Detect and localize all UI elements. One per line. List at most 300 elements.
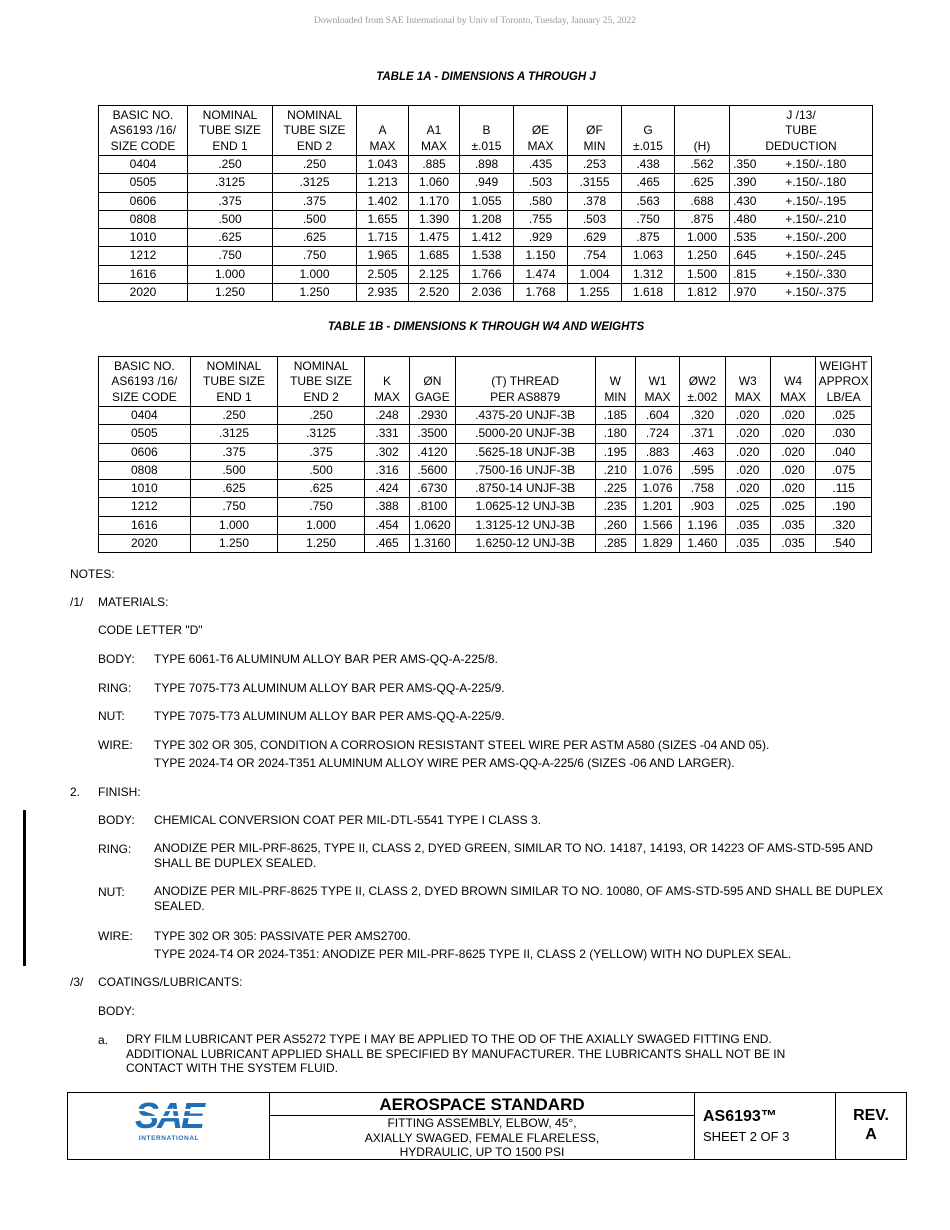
- column-header-line: (H): [693, 138, 711, 153]
- table-cell: .883: [635, 443, 679, 461]
- column-header-line: NOMINAL: [202, 107, 258, 122]
- table-cell: .020: [770, 443, 815, 461]
- table-cell: 1.150: [514, 247, 568, 265]
- table-cell: 1010: [99, 229, 188, 247]
- column-header: [622, 106, 675, 156]
- table-cell: 1.250: [190, 535, 278, 553]
- table-1a: [98, 105, 873, 302]
- table-cell: .020: [725, 461, 770, 479]
- table-cell: .040: [816, 443, 872, 461]
- coating-item-a-label: a.: [98, 1033, 109, 1047]
- table-cell: 1010: [99, 480, 191, 498]
- sae-logo: [68, 1093, 269, 1159]
- table-cell: .190: [816, 498, 872, 516]
- column-header-line: G: [643, 123, 653, 137]
- table-cell: 1.965: [357, 247, 409, 265]
- table-cell: 1.250: [188, 284, 273, 302]
- table-cell: .750: [278, 498, 365, 516]
- table-cell: .5625-18 UNJF-3B: [455, 443, 595, 461]
- table-cell: 1.685: [409, 247, 460, 265]
- table-cell: .316: [364, 461, 409, 479]
- table-cell: .3155: [568, 174, 622, 192]
- column-header-line: MAX: [420, 138, 447, 153]
- table-cell: .035: [725, 535, 770, 553]
- table-cell: .580: [514, 192, 568, 210]
- table-cell: .563: [622, 192, 675, 210]
- table-cell: 1.000: [190, 516, 278, 534]
- table-cell: .025: [725, 498, 770, 516]
- table-cell: .750: [273, 247, 357, 265]
- column-header-line: TUBE SIZE: [290, 374, 353, 388]
- column-header: [595, 357, 635, 407]
- logo-cell: [68, 1093, 270, 1159]
- table-cell: 1616: [99, 516, 191, 534]
- revision-cell: [836, 1093, 906, 1159]
- table-cell: .480: [730, 210, 760, 228]
- table-cell: 1.076: [635, 461, 679, 479]
- table-cell: .250: [273, 156, 357, 174]
- table-row: [99, 407, 872, 425]
- column-header-line: END 2: [303, 389, 339, 404]
- table-cell: .3125: [188, 174, 273, 192]
- table-cell: .350: [730, 156, 760, 174]
- table-cell: .595: [680, 461, 725, 479]
- table-cell: 1.3125-12 UNJ-3B: [455, 516, 595, 534]
- finish-wire-2: TYPE 2024-T4 OR 2024-T351: ANODIZE PER MIL-PRF-8625 TYPE II, CLASS 2 (YELLOW) WITH NO DUPLEX SEAL.: [154, 947, 792, 961]
- table-cell: .2930: [410, 407, 455, 425]
- table-cell: 1.3160: [410, 535, 455, 553]
- table-cell: .195: [595, 443, 635, 461]
- column-header-line: ±.015: [471, 138, 502, 153]
- column-header: [770, 357, 815, 407]
- column-header-line: A: [378, 123, 387, 137]
- finish-nut-label: NUT:: [98, 885, 125, 899]
- column-header: [675, 106, 730, 156]
- column-header-line: ØF: [586, 123, 603, 137]
- column-header-line: DEDUCTION: [765, 138, 837, 153]
- standard-description: [270, 1116, 694, 1160]
- column-header: [273, 106, 357, 156]
- material-nut: TYPE 7075-T73 ALUMINUM ALLOY BAR PER AMS-QQ-A-225/9.: [154, 709, 505, 723]
- table-cell: 1.768: [514, 284, 568, 302]
- column-header: [680, 357, 725, 407]
- table-cell: .180: [595, 425, 635, 443]
- table-cell: .115: [816, 480, 872, 498]
- table-cell: .758: [680, 480, 725, 498]
- column-header-line: MAX: [374, 389, 401, 404]
- table-cell: .250: [188, 156, 273, 174]
- table-cell: .885: [409, 156, 460, 174]
- material-ring: TYPE 7075-T73 ALUMINUM ALLOY BAR PER AMS-QQ-A-225/9.: [154, 681, 505, 695]
- table-cell: 0808: [99, 461, 191, 479]
- table-cell: .320: [680, 407, 725, 425]
- table-cell: 0505: [99, 174, 188, 192]
- description-line-1: FITTING ASSEMBLY, ELBOW, 45°,: [387, 1116, 577, 1130]
- table-cell: 1.566: [635, 516, 679, 534]
- table-cell: 1.618: [622, 284, 675, 302]
- column-header-line: SIZE CODE: [110, 138, 176, 153]
- table-cell: .424: [364, 480, 409, 498]
- table-cell: .320: [816, 516, 872, 534]
- column-header: [725, 357, 770, 407]
- table-cell: .463: [680, 443, 725, 461]
- table-cell: .750: [190, 498, 278, 516]
- material-ring-label: RING:: [98, 681, 132, 695]
- table-row: [99, 247, 873, 265]
- table-cell: .454: [364, 516, 409, 534]
- column-header-line: LB/EA: [826, 389, 861, 404]
- coating-item-a: DRY FILM LUBRICANT PER AS5272 TYPE I MAY BE APPLIED TO THE OD OF THE AXIALLY SWAGED FITTING END. ADDITIONAL LUBRICANT APPLIED SHALL BE SPECIFIED BY MANUFACTURER. THE LUBRICANTS SHALL NOT BE IN CONTACT WITH THE SYSTEM FLUID.: [126, 1032, 786, 1075]
- column-header-line: TUBE SIZE: [203, 374, 266, 388]
- table-cell: .020: [770, 407, 815, 425]
- table-cell: .4120: [410, 443, 455, 461]
- column-header-line: MIN: [583, 138, 606, 153]
- table-cell: .210: [595, 461, 635, 479]
- column-header-line: MAX: [369, 138, 396, 153]
- table-cell: 0505: [99, 425, 191, 443]
- table-cell: .750: [622, 210, 675, 228]
- column-header: [635, 357, 679, 407]
- column-header-line: TUBE SIZE: [198, 123, 261, 137]
- table-cell: 1.312: [622, 265, 675, 283]
- table-cell: .225: [595, 480, 635, 498]
- table-1b: [98, 356, 872, 553]
- column-header-line: AS6193 /16/: [109, 123, 177, 137]
- column-header: [188, 106, 273, 156]
- notes-heading: NOTES:: [70, 567, 115, 581]
- table-cell: .949: [460, 174, 514, 192]
- column-header-line: PER AS8879: [490, 389, 561, 404]
- table-cell: 1.060: [409, 174, 460, 192]
- table-cell: 1.255: [568, 284, 622, 302]
- table-cell: .3125: [190, 425, 278, 443]
- table-cell: .903: [680, 498, 725, 516]
- table-cell: .875: [675, 210, 730, 228]
- table-cell: .285: [595, 535, 635, 553]
- finish-nut: ANODIZE PER MIL-PRF-8625 TYPE II, CLASS 2, DYED BROWN SIMILAR TO NO. 10080, OF AMS-STD-595 AND SHALL BE DUPLEX SEALED.: [154, 884, 884, 913]
- table-row: [99, 284, 873, 302]
- table-cell: .020: [725, 425, 770, 443]
- document-number: AS6193™: [703, 1108, 777, 1125]
- column-header-line: B: [482, 123, 491, 137]
- table-cell: .500: [273, 210, 357, 228]
- table-cell: .375: [278, 443, 365, 461]
- table-cell: 1.000: [675, 229, 730, 247]
- table-cell: 1.076: [635, 480, 679, 498]
- table-cell: .6730: [410, 480, 455, 498]
- column-header-line: SIZE CODE: [112, 389, 177, 404]
- table-cell: .465: [622, 174, 675, 192]
- table-cell: 1.390: [409, 210, 460, 228]
- table-cell: .755: [514, 210, 568, 228]
- table-cell: 1.201: [635, 498, 679, 516]
- column-header: [364, 357, 409, 407]
- table-cell: .625: [190, 480, 278, 498]
- table-cell: .020: [725, 407, 770, 425]
- table-cell: 1.000: [273, 265, 357, 283]
- material-wire-1: TYPE 302 OR 305, CONDITION A CORROSION RESISTANT STEEL WIRE PER ASTM A580 (SIZES -04 AND 05).: [154, 738, 770, 752]
- table-row: [99, 480, 872, 498]
- material-body-label: BODY:: [98, 652, 135, 666]
- table-cell: .3500: [410, 425, 455, 443]
- table-cell: .253: [568, 156, 622, 174]
- table-cell: +.150/-.210: [760, 210, 873, 228]
- table-cell: 0404: [99, 407, 191, 425]
- column-header-line: GAGE: [415, 389, 450, 404]
- finish-body: CHEMICAL CONVERSION COAT PER MIL-DTL-5541 TYPE I CLASS 3.: [154, 813, 541, 827]
- title-block: [67, 1092, 907, 1160]
- table-cell: 2.935: [357, 284, 409, 302]
- note-1-number: /1/: [70, 595, 84, 609]
- table-cell: .435: [514, 156, 568, 174]
- table-cell: +.150/-.245: [760, 247, 873, 265]
- column-header-line: W1: [648, 374, 667, 388]
- table-cell: 1.0620: [410, 516, 455, 534]
- table-cell: 1.055: [460, 192, 514, 210]
- material-wire-2: TYPE 2024-T4 OR 2024-T351 ALUMINUM ALLOY WIRE PER AMS-QQ-A-225/6 (SIZES -06 AND LARGER).: [154, 756, 735, 770]
- material-body: TYPE 6061-T6 ALUMINUM ALLOY BAR PER AMS-QQ-A-225/8.: [154, 652, 498, 666]
- column-header-line: NOMINAL: [287, 107, 342, 122]
- column-header-line: END 2: [296, 138, 333, 153]
- column-header-line: NOMINAL: [293, 358, 349, 373]
- table-cell: 1.170: [409, 192, 460, 210]
- note-1-title: MATERIALS:: [98, 595, 169, 609]
- column-header-line: J /13/: [786, 107, 816, 122]
- column-header: [190, 357, 278, 407]
- table-cell: 2020: [99, 535, 191, 553]
- table-1b-title: TABLE 1B - DIMENSIONS K THROUGH W4 AND WEIGHTS: [327, 321, 645, 333]
- table-cell: .260: [595, 516, 635, 534]
- table-cell: 1.043: [357, 156, 409, 174]
- column-header-line: K: [383, 374, 392, 388]
- table-row: [99, 192, 873, 210]
- table-cell: 1.538: [460, 247, 514, 265]
- table-cell: 1.829: [635, 535, 679, 553]
- table-cell: +.150/-.180: [760, 174, 873, 192]
- table-cell: .970: [730, 284, 760, 302]
- column-header-line: ØE: [531, 123, 550, 137]
- table-cell: .331: [364, 425, 409, 443]
- table-cell: +.150/-.180: [760, 156, 873, 174]
- table-cell: .5600: [410, 461, 455, 479]
- table-cell: 1.460: [680, 535, 725, 553]
- table-cell: 1.208: [460, 210, 514, 228]
- table-cell: 2020: [99, 284, 188, 302]
- coating-body-label: BODY:: [98, 1004, 135, 1018]
- column-header-line: BASIC NO.: [114, 358, 175, 373]
- table-cell: 1212: [99, 498, 191, 516]
- description-line-3: HYDRAULIC, UP TO 1500 PSI: [399, 1145, 565, 1159]
- table-cell: .020: [725, 443, 770, 461]
- title-cell: [270, 1093, 695, 1159]
- column-header: [816, 357, 872, 407]
- table-cell: 0404: [99, 156, 188, 174]
- table-row: [99, 265, 873, 283]
- note-2-title: FINISH:: [98, 785, 141, 799]
- download-watermark: Downloaded from SAE International by Univ of Toronto, Tuesday, January 25, 2022: [313, 16, 637, 26]
- table-row: [99, 535, 872, 553]
- table-cell: 1.196: [680, 516, 725, 534]
- table-cell: .020: [770, 461, 815, 479]
- finish-wire-1: TYPE 302 OR 305: PASSIVATE PER AMS2700.: [154, 929, 411, 943]
- table-row: [99, 425, 872, 443]
- table-cell: 1212: [99, 247, 188, 265]
- table-cell: .929: [514, 229, 568, 247]
- table-1a-title: TABLE 1A - DIMENSIONS A THROUGH J: [376, 71, 596, 83]
- table-cell: .390: [730, 174, 760, 192]
- table-cell: .625: [675, 174, 730, 192]
- table-cell: 2.125: [409, 265, 460, 283]
- table-cell: 1.655: [357, 210, 409, 228]
- table-cell: .500: [278, 461, 365, 479]
- finish-ring: ANODIZE PER MIL-PRF-8625, TYPE II, CLASS 2, DYED GREEN, SIMILAR TO NO. 14187, 14193, OR 14223 OF AMS-STD-595 AND SHALL BE DUPLEX SEALED.: [154, 841, 873, 870]
- table-cell: .540: [816, 535, 872, 553]
- column-header-line: TUBE: [784, 123, 817, 137]
- revision-change-bar: [23, 810, 26, 966]
- table-cell: 1.715: [357, 229, 409, 247]
- table-cell: 1.766: [460, 265, 514, 283]
- table-cell: .035: [725, 516, 770, 534]
- table-cell: +.150/-.200: [760, 229, 873, 247]
- column-header-line: MAX: [734, 389, 761, 404]
- table-cell: .025: [816, 407, 872, 425]
- description-line-2: AXIALLY SWAGED, FEMALE FLARELESS,: [364, 1130, 600, 1145]
- table-row: [99, 174, 873, 192]
- table-cell: .645: [730, 247, 760, 265]
- table-cell: .3125: [278, 425, 365, 443]
- table-cell: .248: [364, 407, 409, 425]
- table-cell: .3125: [273, 174, 357, 192]
- table-cell: .625: [188, 229, 273, 247]
- table-cell: 1.812: [675, 284, 730, 302]
- table-cell: .465: [364, 535, 409, 553]
- table-cell: .302: [364, 443, 409, 461]
- column-header-line: END 1: [216, 389, 252, 404]
- column-header: [99, 357, 191, 407]
- column-header-line: AS6193 /16/: [111, 374, 178, 388]
- table-cell: .625: [273, 229, 357, 247]
- column-header: [568, 106, 622, 156]
- table-cell: .250: [190, 407, 278, 425]
- column-header-line: APPROX: [818, 374, 869, 388]
- column-header: [410, 357, 455, 407]
- table-cell: .375: [190, 443, 278, 461]
- table-cell: 1.500: [675, 265, 730, 283]
- column-header-line: ØW2: [688, 374, 717, 388]
- table-cell: 1.412: [460, 229, 514, 247]
- column-header: [99, 106, 188, 156]
- table-cell: 1.6250-12 UNJ-3B: [455, 535, 595, 553]
- table-cell: .185: [595, 407, 635, 425]
- table-cell: .503: [568, 210, 622, 228]
- table-cell: .754: [568, 247, 622, 265]
- column-header-line: ØN: [423, 374, 442, 388]
- table-cell: +.150/-.330: [760, 265, 873, 283]
- table-cell: .750: [188, 247, 273, 265]
- table-cell: .500: [190, 461, 278, 479]
- table-cell: .875: [622, 229, 675, 247]
- table-cell: 2.505: [357, 265, 409, 283]
- column-header-line: NOMINAL: [206, 358, 262, 373]
- table-cell: +.150/-.375: [760, 284, 873, 302]
- note-3-number: /3/: [70, 975, 84, 989]
- table-row: [99, 229, 873, 247]
- table-cell: .388: [364, 498, 409, 516]
- table-cell: 0808: [99, 210, 188, 228]
- table-cell: .375: [188, 192, 273, 210]
- table-cell: .035: [770, 535, 815, 553]
- column-header-line: MAX: [644, 389, 671, 404]
- table-cell: .4375-20 UNJF-3B: [455, 407, 595, 425]
- column-header-line: (T) THREAD: [491, 374, 560, 388]
- material-nut-label: NUT:: [98, 709, 125, 723]
- table-cell: 1.250: [278, 535, 365, 553]
- table-cell: .629: [568, 229, 622, 247]
- column-header: [730, 106, 873, 156]
- table-cell: .375: [273, 192, 357, 210]
- column-header-line: MAX: [527, 138, 554, 153]
- table-row: [99, 443, 872, 461]
- table-cell: 1.402: [357, 192, 409, 210]
- note-2-number: 2.: [70, 785, 81, 799]
- table-cell: .020: [770, 480, 815, 498]
- table-cell: .8100: [410, 498, 455, 516]
- table-cell: .025: [770, 498, 815, 516]
- table-cell: 1.000: [278, 516, 365, 534]
- table-cell: 0606: [99, 443, 191, 461]
- column-header-line: W3: [738, 374, 757, 388]
- table-row: [99, 461, 872, 479]
- table-cell: 1616: [99, 265, 188, 283]
- table-cell: .030: [816, 425, 872, 443]
- table-cell: 2.520: [409, 284, 460, 302]
- column-header: [455, 357, 595, 407]
- sae-logo-mark: SAE: [134, 1095, 204, 1136]
- table-cell: 0606: [99, 192, 188, 210]
- table-cell: 1.475: [409, 229, 460, 247]
- revision-value: A: [865, 1126, 877, 1143]
- revision-label: REV.: [853, 1107, 889, 1124]
- column-header: [514, 106, 568, 156]
- column-header-line: W: [609, 374, 621, 388]
- column-header-line: MAX: [780, 389, 807, 404]
- table-cell: .020: [725, 480, 770, 498]
- table-cell: .235: [595, 498, 635, 516]
- table-cell: 1.213: [357, 174, 409, 192]
- finish-ring-label: RING:: [98, 842, 132, 856]
- sheet-number: SHEET 2 OF 3: [703, 1129, 790, 1144]
- table-cell: 1.000: [188, 265, 273, 283]
- table-cell: .7500-16 UNJF-3B: [455, 461, 595, 479]
- column-header-line: W4: [784, 374, 803, 388]
- note-3-title: COATINGS/LUBRICANTS:: [98, 975, 243, 989]
- column-header-line: BASIC NO.: [112, 107, 174, 122]
- table-cell: .503: [514, 174, 568, 192]
- table-cell: 1.063: [622, 247, 675, 265]
- table-cell: .5000-20 UNJF-3B: [455, 425, 595, 443]
- table-row: [99, 156, 873, 174]
- column-header-line: ±.002: [687, 389, 718, 404]
- table-row: [99, 210, 873, 228]
- table-cell: .020: [770, 425, 815, 443]
- table-cell: +.150/-.195: [760, 192, 873, 210]
- table-cell: 1.250: [675, 247, 730, 265]
- material-wire-label: WIRE:: [98, 738, 133, 752]
- table-row: [99, 516, 872, 534]
- table-cell: .250: [278, 407, 365, 425]
- column-header: [460, 106, 514, 156]
- table-cell: .815: [730, 265, 760, 283]
